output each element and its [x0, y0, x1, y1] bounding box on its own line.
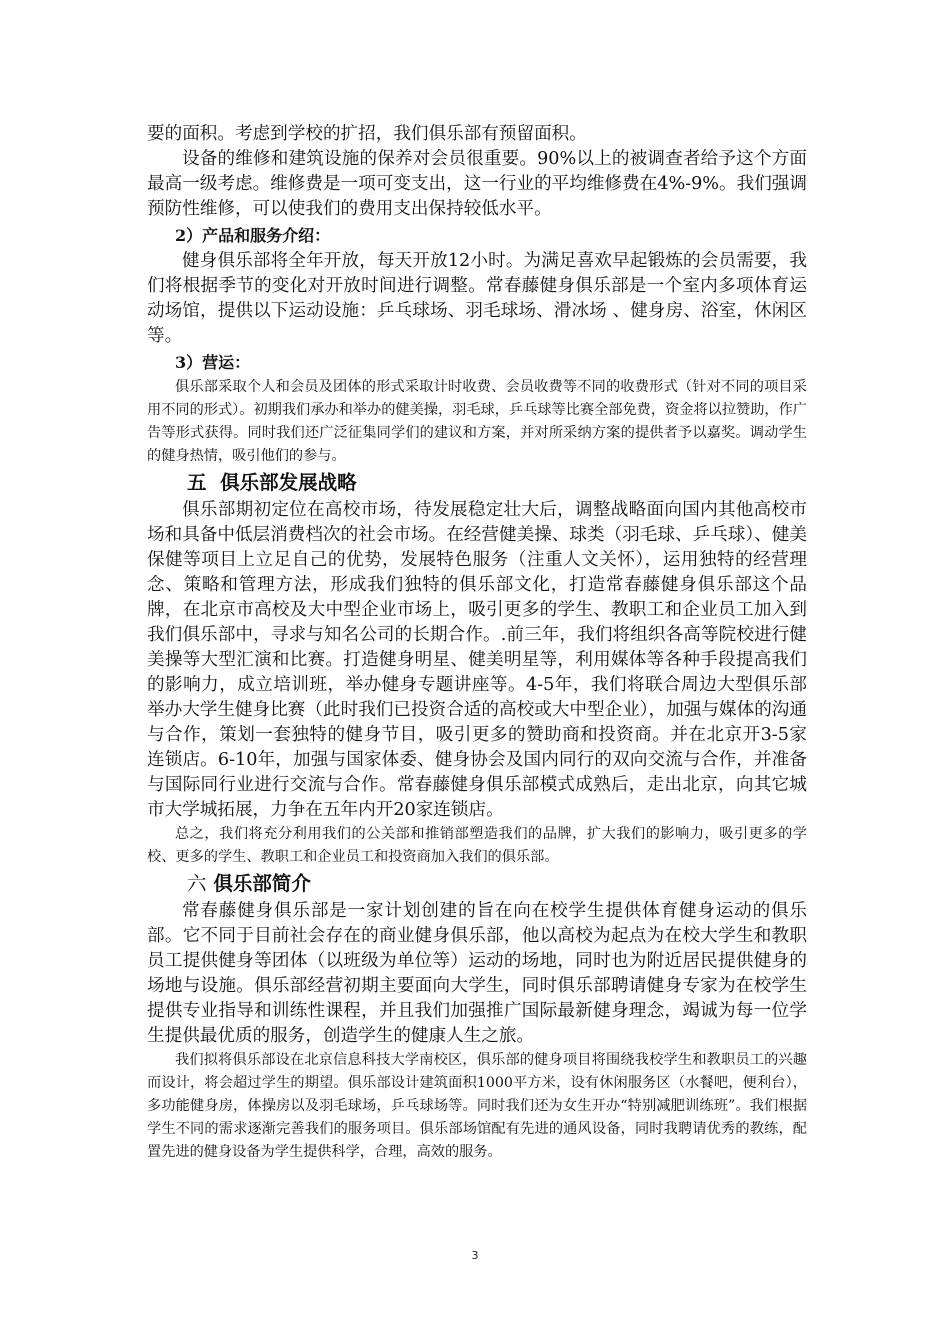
paragraph-operations: 俱乐部采取个人和会员及团体的形式采取计时收费、会员收费等不同的收费形式（针对不同的项目采用不同的形式）。初期我们承办和举办的健美操，羽毛球，乒乓球等比赛全部免费，资金将以拉赞助，作广告等形式获得。同时我们还广泛征集同学们的建议和方案，并对所采纳方案的提供者予以嘉奖。调动学生的健身热情，吸引他们的参与。: [147, 379, 807, 464]
paragraph-strategy: 俱乐部期初定位在高校市场，待发展稳定壮大后，调整战略面向国内其他高校市场和具备中低层消费档次的社会市场。在经营健美操、球类（羽毛球、乒乓球）、健美保健等项目上立足自己的优势，发展特色服务（注重人文关怀），运用独特的经营理念、策略和管理方法，形成我们独特的俱乐部文化，打造常春藤健身俱乐部这个品牌，在北京市高校及大中型企业市场上，吸引更多的学生、教职工和企业员工加入到我们俱乐部中，寻求与知名公司的长期合作。.前三年，我们将组织各高等院校进行健美操等大型汇演和比赛。打造健身明星、健美明星等，利用媒体等各种手段提高我们的影响力，成立培训班，举办健身专题讲座等。4-5年，我们将联合周边大型俱乐部举办大学生健身比赛（此时我们已投资合适的高校或大中型企业），加强与媒体的沟通与合作，策划一套独特的健身节目，吸引更多的赞助商和投资商。并在北京开3-5家连锁店。6-10年，加强与国家体委、健身协会及国内同行的双向交流与合作，并准备与国际同行业进行交流与合作。常春藤健身俱乐部模式成熟后，走出北京，向其它城市大学城拓展，力争在五年内开20家连锁店。: [147, 500, 807, 820]
subheading-operations: 3）营运：: [175, 353, 251, 372]
section-number: 六: [187, 872, 207, 895]
page-number: 3: [471, 1249, 479, 1262]
section-number: 五: [187, 471, 207, 494]
paragraph-products-services: 健身俱乐部将全年开放，每天开放12小时。为满足喜欢早起锻炼的会员需要，我们将根据季节的变化对开放时间进行调整。常春藤健身俱乐部是一个室内多项体育运动场馆，提供以下运动设施：乒乓球场、羽毛球场、滑冰场 、健身房、浴室，休闲区等。: [147, 251, 807, 346]
section-heading-strategy: [147, 468, 807, 498]
paragraph-maintenance: 设备的维修和建筑设施的保养对会员很重要。90%以上的被调查者给予这个方面最高一级考虑。维修费是一项可变支出，这一行业的平均维修费在4%-9%。我们强调预防性维修，可以使我们的费用支出保持较低水平。: [147, 149, 807, 219]
paragraph-intro: 常春藤健身俱乐部是一家计划创建的旨在向在校学生提供体育健身运动的俱乐部。它不同于目前社会存在的商业健身俱乐部，他以高校为起点为在校大学生和教职员工提供健身等团体（以班级为单位等）运动的场地，同时也为附近居民提供健身的场地与设施。俱乐部经营初期主要面向大学生，同时俱乐部聘请健身专家为在校学生提供专业指导和训练性课程，并且我们加强推广国际最新健身理念，竭诚为每一位学生提供最优质的服务，创造学生的健康人生之旅。: [147, 901, 807, 1046]
section-title: 俱乐部发展战略: [220, 471, 357, 494]
paragraph-strategy-summary: 总之，我们将充分利用我们的公关部和推销部塑造我们的品牌，扩大我们的影响力，吸引更多的学校、更多的学生、教职工和企业员工和投资商加入我们的俱乐部。: [147, 826, 807, 865]
subheading-products-services: 2）产品和服务介绍：: [175, 226, 331, 245]
section-heading-intro: [147, 869, 807, 899]
paragraph-area-continuation: 要的面积。考虑到学校的扩招，我们俱乐部有预留面积。: [147, 124, 587, 144]
document-body: [147, 122, 807, 1164]
section-title: 俱乐部简介: [213, 872, 311, 895]
paragraph-location-facilities: 我们拟将俱乐部设在北京信息科技大学南校区，俱乐部的健身项目将围绕我校学生和教职员工的兴趣而设计，将会超过学生的期望。俱乐部设计建筑面积1000平方米，设有休闲服务区（水餐吧，便利台），多功能健身房，体操房以及羽毛球场，乒乓球场等。同时我们还为女生开办“特别减肥训练班”。我们根据学生不同的需求逐渐完善我们的服务项目。俱乐部场馆配有先进的通风设备，同时我聘请优秀的教练，配置先进的健身设备为学生提供科学，合理，高效的服务。: [147, 1052, 807, 1160]
